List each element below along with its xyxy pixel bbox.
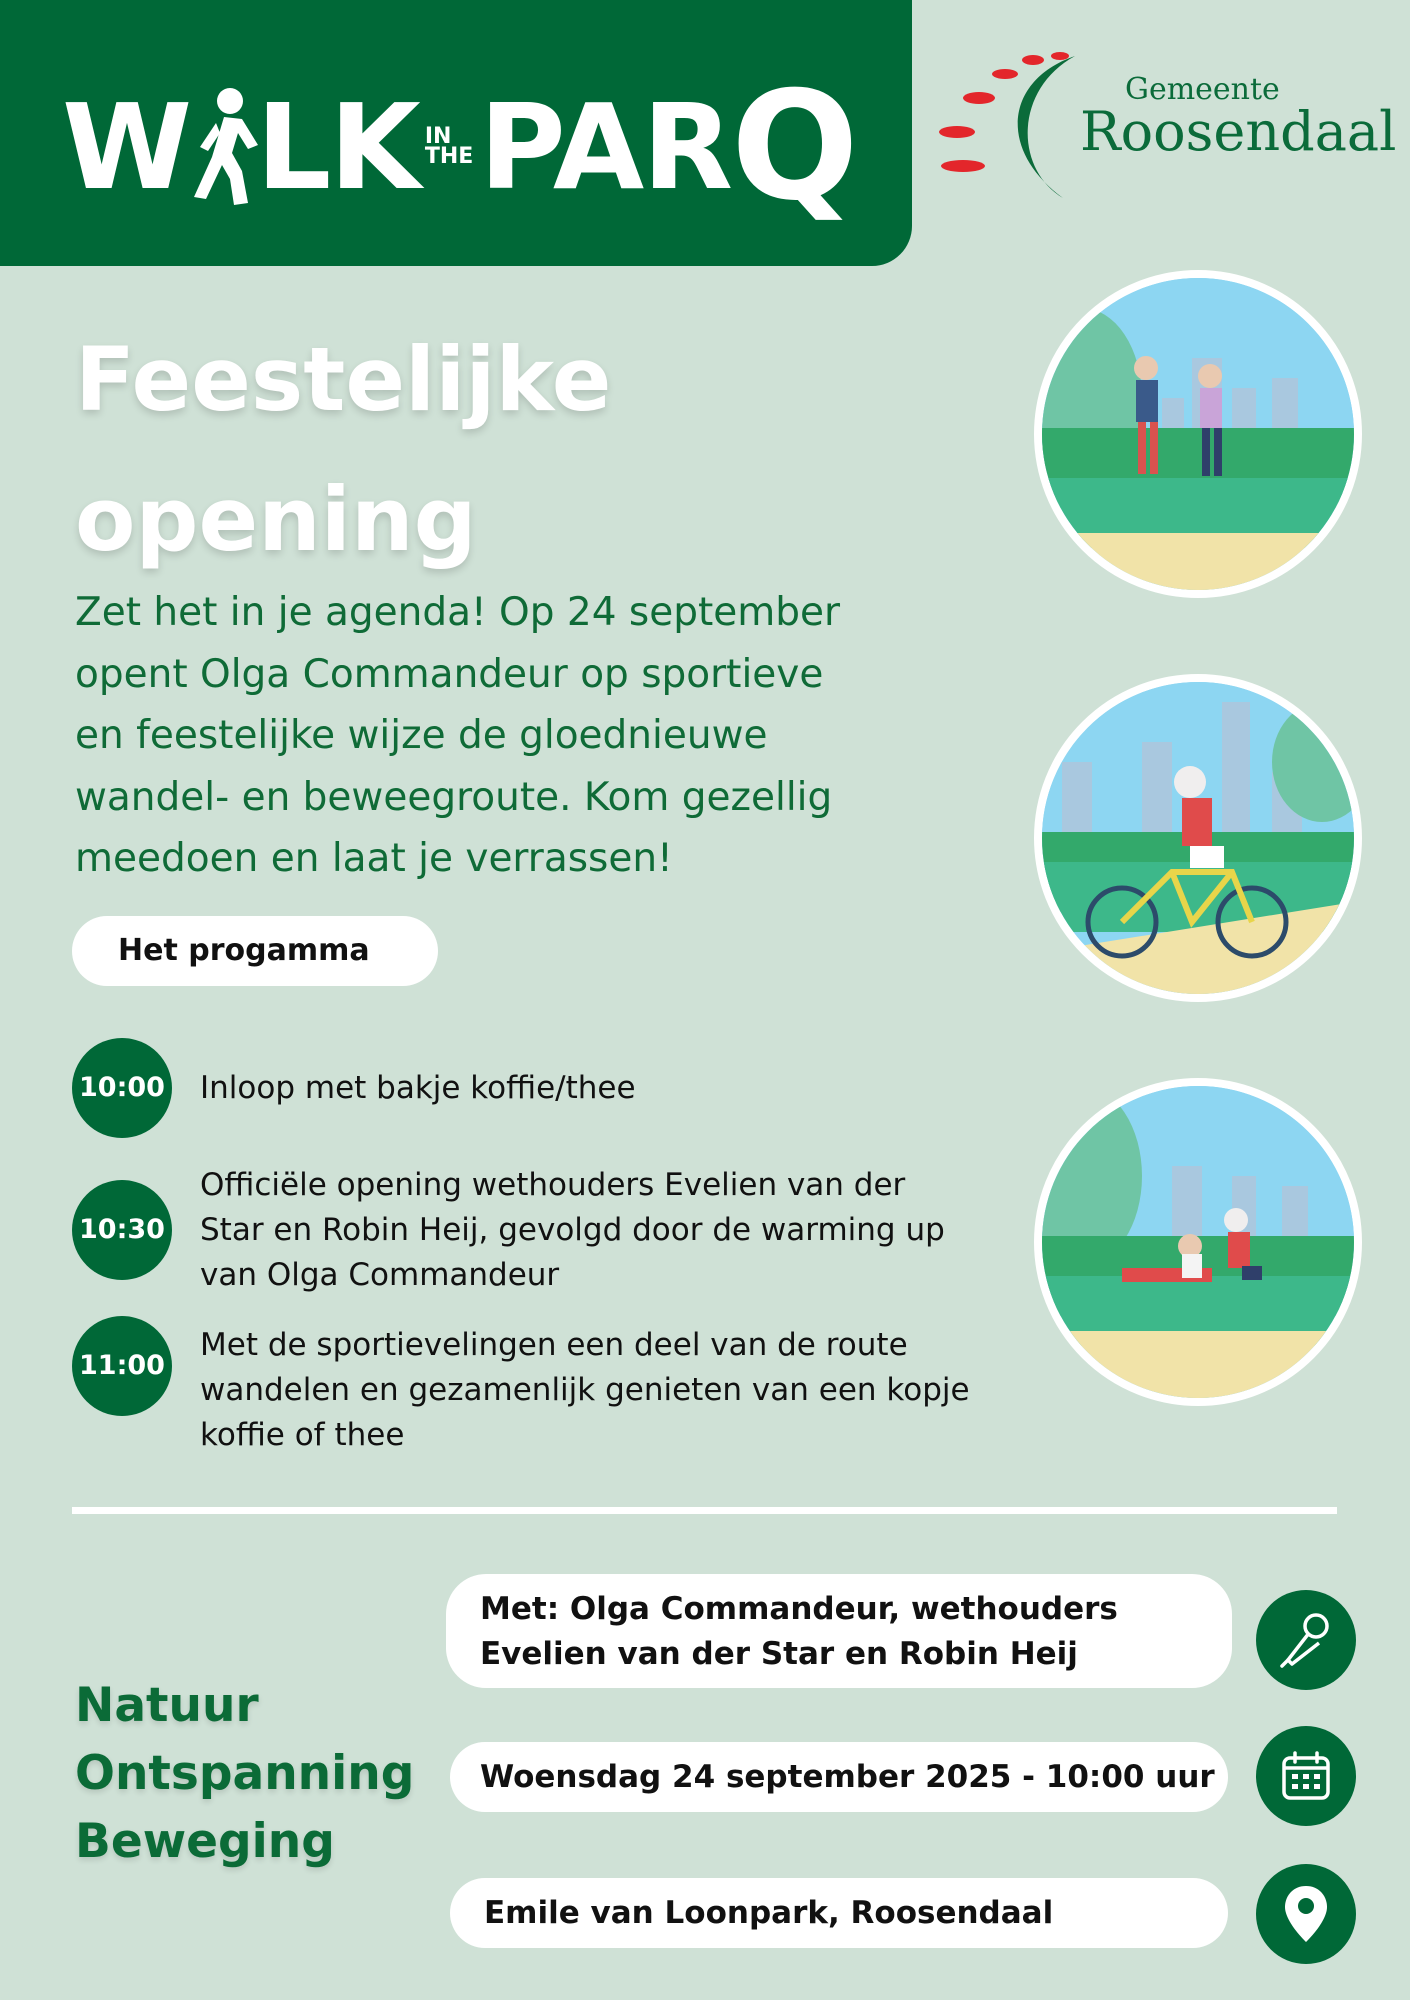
logo-in: IN xyxy=(424,124,452,150)
intro-line: en feestelijke wijze de gloednieuwe xyxy=(75,713,768,758)
gemeente-label: Gemeente xyxy=(1125,72,1280,107)
title-line-2: opening xyxy=(75,468,477,571)
tagline xyxy=(75,1672,414,1876)
logo-letter-q: Q xyxy=(731,60,857,234)
date-text: Woensdag 24 september 2025 - 10:00 uur xyxy=(480,1759,1215,1795)
guests-text xyxy=(480,1587,1118,1677)
section-divider xyxy=(72,1507,1337,1514)
intro-line: meedoen en laat je verrassen! xyxy=(75,836,673,881)
schedule-item xyxy=(200,1323,1030,1458)
logo-the: THE xyxy=(424,144,474,169)
guests-line: Met: Olga Commandeur, wethouders xyxy=(480,1591,1118,1627)
time-badge: 11:00 xyxy=(72,1316,172,1416)
schedule-item xyxy=(200,1066,1030,1111)
illustration-stretching-couple xyxy=(1034,270,1362,598)
microphone-icon-circle xyxy=(1256,1590,1356,1690)
location-pin-icon xyxy=(1281,1884,1331,1944)
schedule-line: koffie of thee xyxy=(200,1417,405,1453)
schedule-line: Met de sportievelingen een deel van de route xyxy=(200,1327,908,1363)
schedule-line: Officiële opening wethouders Evelien van der xyxy=(200,1167,906,1203)
intro-line: wandel- en beweegroute. Kom gezellig xyxy=(75,774,833,820)
time-badge: 10:30 xyxy=(72,1180,172,1280)
roosendaal-label: Roosendaal xyxy=(1080,100,1397,163)
location-icon-circle xyxy=(1256,1864,1356,1964)
microphone-icon xyxy=(1274,1608,1338,1672)
page-title xyxy=(75,310,611,590)
illustration-cyclist xyxy=(1034,674,1362,1002)
schedule-item xyxy=(200,1163,1030,1298)
logo-in-the xyxy=(424,124,474,169)
logo-letters-par: PAR xyxy=(479,78,732,216)
walker-icon xyxy=(186,87,260,207)
illustration-stretching-pair xyxy=(1034,1078,1362,1406)
guests-line: Evelien van der Star en Robin Heij xyxy=(480,1636,1078,1672)
schedule-line: wandelen en gezamenlijk genieten van een kopje xyxy=(200,1372,970,1408)
logo-letter-w: W xyxy=(62,78,191,216)
tagline-word: Beweging xyxy=(75,1814,335,1869)
programma-label: Het progamma xyxy=(72,916,438,986)
intro-paragraph xyxy=(75,582,995,890)
schedule-line: Star en Robin Heij, gevolgd door de warming up xyxy=(200,1212,945,1248)
tagline-word: Ontspanning xyxy=(75,1746,415,1801)
logo-letters-lk: LK xyxy=(256,78,419,216)
calendar-icon-circle xyxy=(1256,1726,1356,1826)
location-text: Emile van Loonpark, Roosendaal xyxy=(484,1895,1054,1931)
title-line-1: Feestelijke xyxy=(75,328,612,431)
intro-line: Zet het in je agenda! Op 24 september xyxy=(75,590,841,635)
tagline-word: Natuur xyxy=(75,1678,259,1733)
gemeente-roosendaal-emblem xyxy=(935,50,1085,200)
calendar-icon xyxy=(1278,1748,1334,1804)
schedule-line: Inloop met bakje koffie/thee xyxy=(200,1070,636,1106)
intro-line: opent Olga Commandeur op sportieve xyxy=(75,651,824,697)
schedule-line: van Olga Commandeur xyxy=(200,1257,560,1293)
walk-in-the-parq-logo xyxy=(62,60,857,234)
time-badge: 10:00 xyxy=(72,1038,172,1138)
